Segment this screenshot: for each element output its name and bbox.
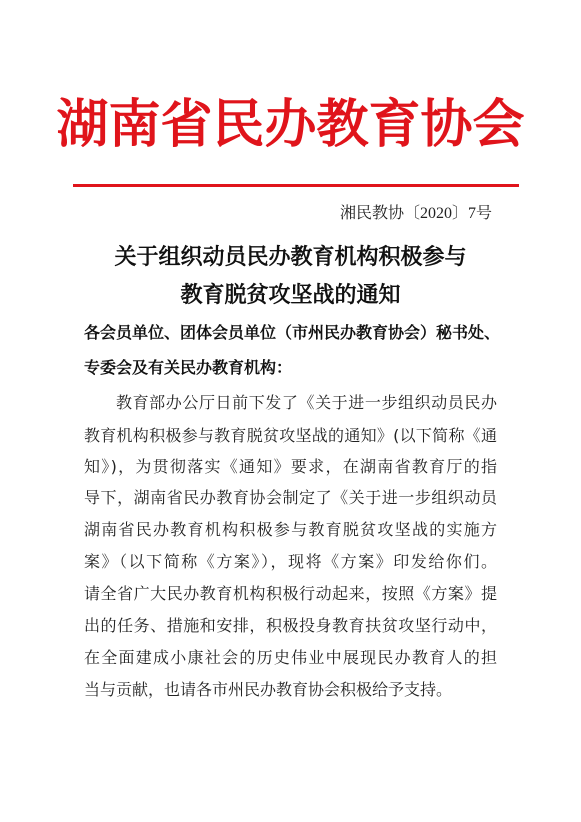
body-paragraph-line: 请全省广大民办教育机构积极行动起来，按照《方案》提 (84, 584, 497, 603)
addressee-line-1: 各会员单位、团体会员单位（市州民办教育协会）秘书处、 (84, 323, 501, 342)
body-paragraph-line: 教育机构积极参与教育脱贫攻坚战的通知》(以下简称《通 (84, 426, 497, 445)
body-paragraph-line: 知》)，为贯彻落实《通知》要求，在湖南省教育厅的指 (84, 457, 497, 476)
body-paragraph-line: 当与贡献，也请各市州民办教育协会积极给予支持。 (84, 680, 453, 699)
document-number: 湘民教协〔2020〕7号 (339, 205, 492, 222)
body-paragraph-line: 在全面建成小康社会的历史伟业中展现民办教育人的担 (84, 648, 497, 667)
organization-letterhead: 湖南省民办教育协会 (56, 94, 525, 155)
document-title-line-1: 关于组织动员民办教育机构积极参与 (114, 245, 467, 270)
body-paragraph-line: 湖南省民办教育机构积极参与教育脱贫攻坚战的实施方 (84, 520, 497, 539)
body-paragraph-line: 导下，湖南省民办教育协会制定了《关于进一步组织动员 (84, 488, 497, 507)
body-paragraph-line: 案》（以下简称《方案》），现将《方案》印发给你们。 (84, 552, 497, 571)
red-divider-line (73, 184, 519, 187)
document-title-line-2: 教育脱贫攻坚战的通知 (180, 283, 401, 308)
body-paragraph-line: 教育部办公厅日前下发了《关于进一步组织动员民办 (116, 393, 497, 412)
addressee-line-2: 专委会及有关民办教育机构： (84, 358, 293, 377)
body-paragraph-line: 出的任务、措施和安排，积极投身教育扶贫攻坚行动中， (84, 616, 497, 635)
